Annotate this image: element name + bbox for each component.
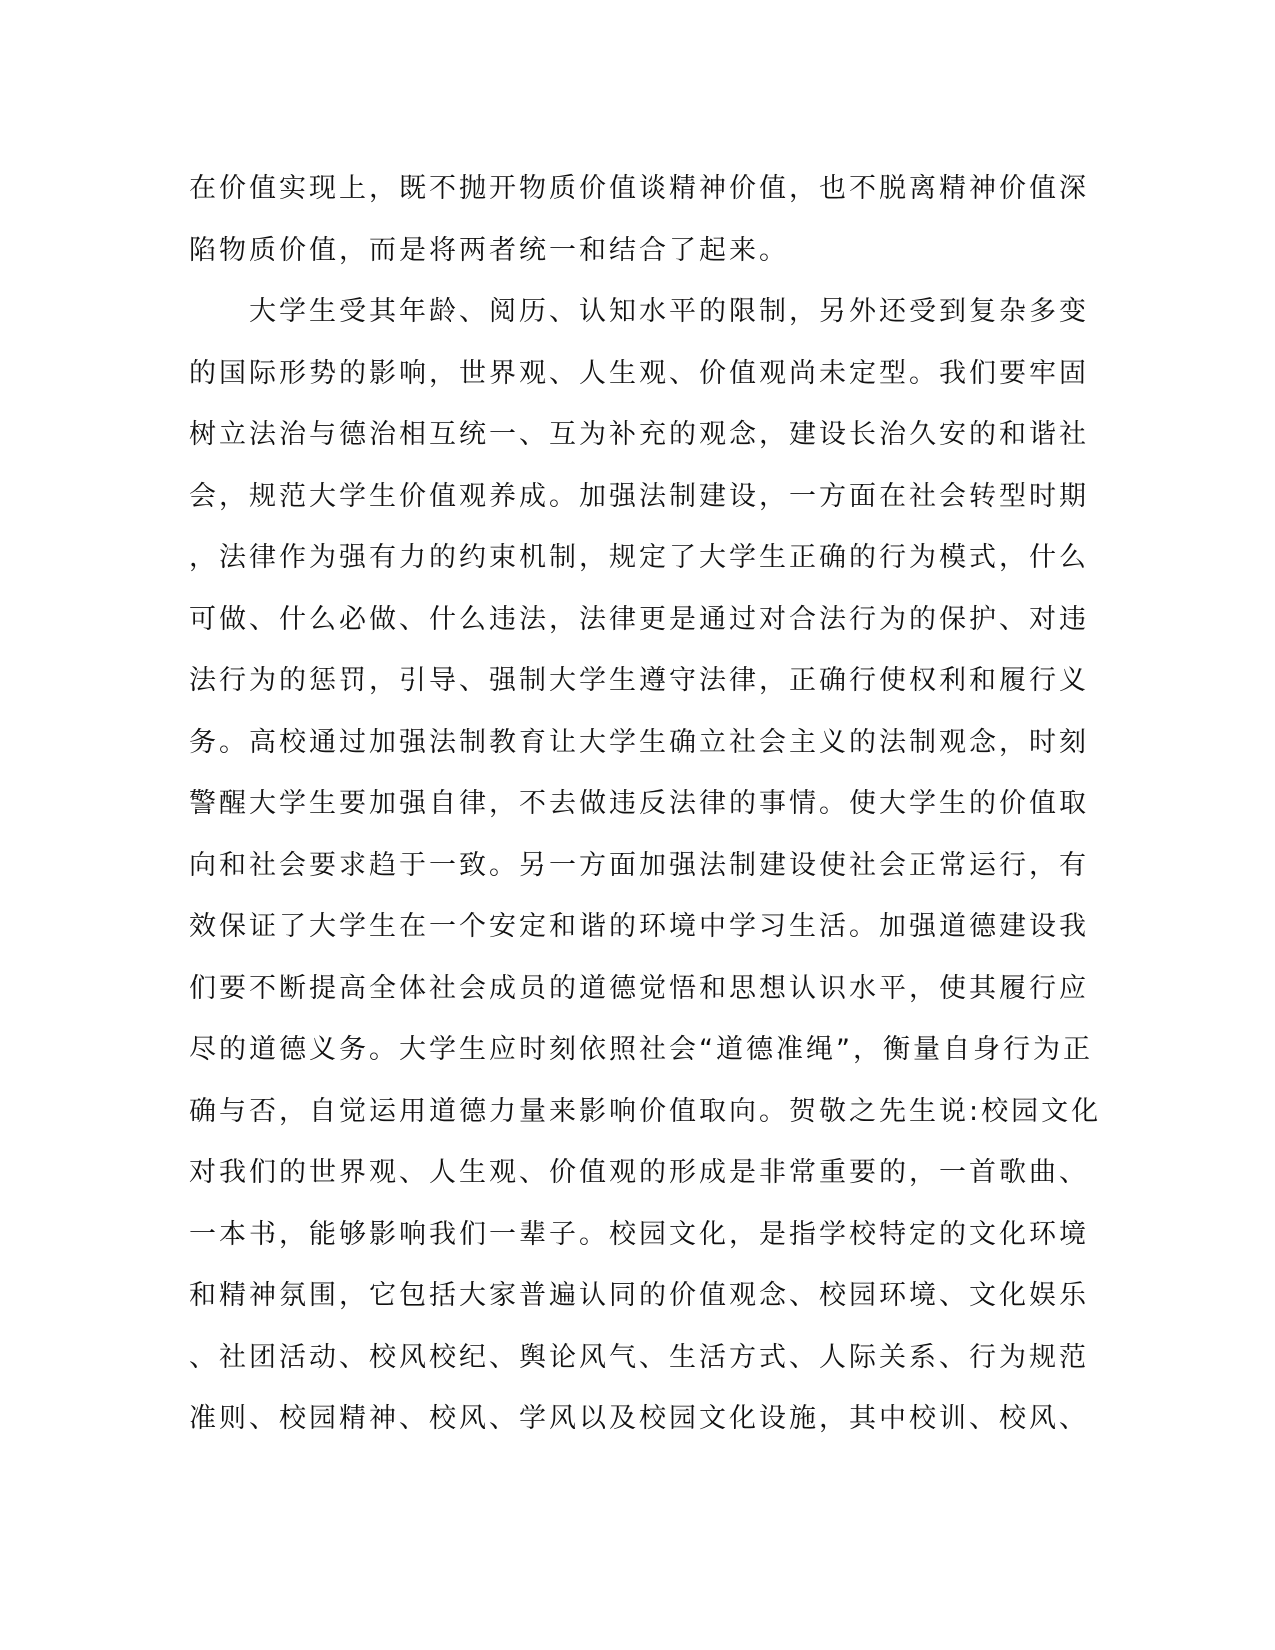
text-line: 对我们的世界观、人生观、价值观的形成是非常重要的，一首歌曲、 [189,1157,1089,1188]
text-line: 在价值实现上，既不抛开物质价值谈精神价值，也不脱离精神价值深 [189,173,1089,204]
text-line: 法行为的惩罚，引导、强制大学生遵守法律，正确行使权利和履行义 [189,665,1089,696]
text-line: ，法律作为强有力的约束机制，规定了大学生正确的行为模式，什么 [189,542,1089,573]
text-line: 务。高校通过加强法制教育让大学生确立社会主义的法制观念，时刻 [189,726,1089,758]
text-line: 效保证了大学生在一个安定和谐的环境中学习生活。加强道德建设我 [189,911,1089,942]
text-line: 确与否，自觉运用道德力量来影响价值取向。贺敬之先生说:校园文化 [189,1095,1102,1127]
text-line: 大学生受其年龄、阅历、认知水平的限制，另外还受到复杂多变 [189,296,1089,327]
text-line: 尽的道德义务。大学生应时刻依照社会“道德准绳”，衡量自身行为正 [189,1034,1093,1065]
text-line: 警醒大学生要加强自律，不去做违反法律的事情。使大学生的价值取 [189,788,1089,819]
text-line: 们要不断提高全体社会成员的道德觉悟和思想认识水平，使其履行应 [189,972,1089,1004]
text-line: 树立法治与德治相互统一、互为补充的观念，建设长治久安的和谐社 [189,419,1089,450]
text-line: 、社团活动、校风校纪、舆论风气、生活方式、人际关系、行为规范 [189,1341,1089,1373]
text-line: 一本书，能够影响我们一辈子。校园文化，是指学校特定的文化环境 [189,1218,1089,1250]
text-line: 会，规范大学生价值观养成。加强法制建设，一方面在社会转型时期 [189,480,1089,512]
text-line: 陷物质价值，而是将两者统一和结合了起来。 [189,234,789,266]
text-line: 可做、什么必做、什么违法，法律更是通过对合法行为的保护、对违 [189,603,1089,635]
body-text [189,158,1102,1450]
text-line: 的国际形势的影响，世界观、人生观、价值观尚未定型。我们要牢固 [189,357,1089,389]
text-line: 向和社会要求趋于一致。另一方面加强法制建设使社会正常运行，有 [189,849,1089,881]
text-line: 准则、校园精神、校风、学风以及校园文化设施，其中校训、校风、 [189,1403,1089,1434]
text-line: 和精神氛围，它包括大家普遍认同的价值观念、校园环境、文化娱乐 [189,1280,1089,1311]
